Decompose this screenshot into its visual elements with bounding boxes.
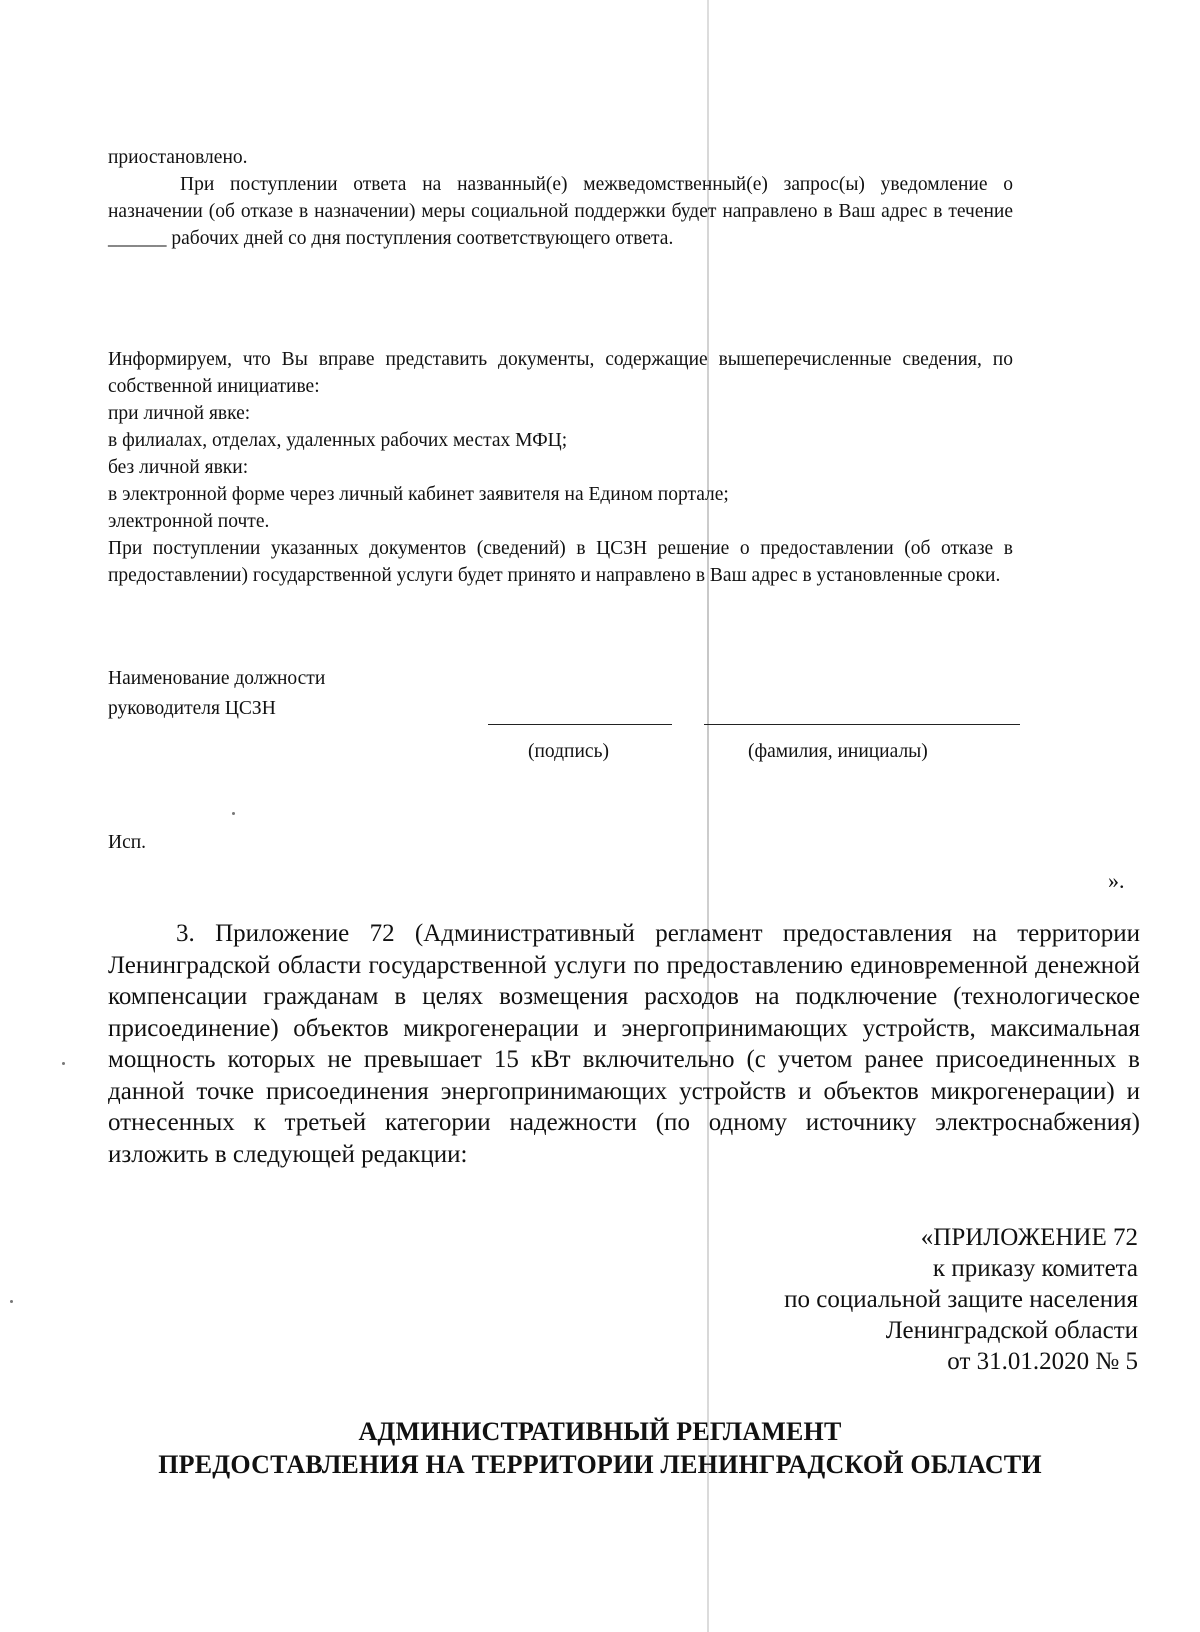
text-suspended: приостановлено.	[108, 147, 248, 168]
item-3-text: 3. Приложение 72 (Административный регламент предоставления на территории Ленинградской области государственной услуги по предоставлению единовременной денежной компенсации гражданам в целях возмещения расходов на подключение (технологическое присоединение) объектов микрогенерации и энергопринимающих устройств, максимальная мощность которых не превышает 15 кВт включительно (с учетом ранее присоединенных в данной точке присоединения энергопринимающих устройств и объектов микрогенерации) и отнесенных к третьей категории надежности (по одному источнику электроснабжения) изложить в следующей редакции:	[108, 920, 1140, 1168]
appendix-line-5: от 31.01.2020 № 5	[947, 1348, 1138, 1375]
name-caption: (фамилия, инициалы)	[748, 741, 928, 762]
line-no-personal-visit: без личной явки:	[108, 457, 249, 478]
signature-line	[488, 724, 672, 725]
paragraph-response-notice: При поступлении ответа на названный(е) межведомственный(е) запрос(ы) уведомление о назначении (об отказе в назначении) меры социальной поддержки будет направлено в Ваш адрес в течение ______ рабочих дней со дня поступления соответствующего ответа.	[108, 174, 1013, 249]
item-3-paragraph	[108, 918, 1140, 1170]
position-title-line-1: Наименование должности	[108, 668, 326, 689]
line-personal-visit: при личной явке:	[108, 403, 251, 424]
executor-label: Исп.	[108, 832, 147, 853]
document-title-line-1: АДМИНИСТРАТИВНЫЙ РЕГЛАМЕНТ	[358, 1417, 842, 1446]
line-branches: в филиалах, отделах, удаленных рабочих местах МФЦ;	[108, 430, 568, 451]
scan-speck	[232, 812, 235, 815]
position-block	[108, 664, 468, 724]
scan-speck	[10, 1300, 13, 1303]
document-title	[0, 1415, 1200, 1481]
document-title-line-2: ПРЕДОСТАВЛЕНИЯ НА ТЕРРИТОРИИ ЛЕНИНГРАДСКОЙ ОБЛАСТИ	[158, 1450, 1042, 1479]
line-electronic-form: в электронной форме через личный кабинет заявителя на Едином портале;	[108, 484, 729, 505]
appendix-line-2: к приказу комитета	[932, 1255, 1138, 1282]
signature-caption: (подпись)	[528, 741, 609, 762]
appendix-header	[718, 1222, 1138, 1377]
paragraph-inform: Информируем, что Вы вправе представить документы, содержащие вышеперечисленные сведения, по собственной инициативе:	[108, 349, 1013, 397]
section-top	[108, 144, 1013, 252]
paragraph-decision: При поступлении указанных документов (сведений) в ЦСЗН решение о предоставлении (об отказе в предоставлении) государственной услуги будет принято и направлено в Ваш адрес в установленные сроки.	[108, 538, 1013, 586]
section-inform	[108, 346, 1013, 589]
line-email: электронной почте.	[108, 511, 270, 532]
position-title-line-2: руководителя ЦСЗН	[108, 698, 276, 719]
scan-speck	[62, 1062, 65, 1065]
closing-quote-mark: ».	[1108, 868, 1125, 893]
appendix-line-1: «ПРИЛОЖЕНИЕ 72	[920, 1224, 1138, 1251]
appendix-line-4: Ленинградской области	[885, 1317, 1138, 1344]
name-line	[704, 724, 1020, 725]
appendix-line-3: по социальной защите населения	[784, 1286, 1138, 1313]
